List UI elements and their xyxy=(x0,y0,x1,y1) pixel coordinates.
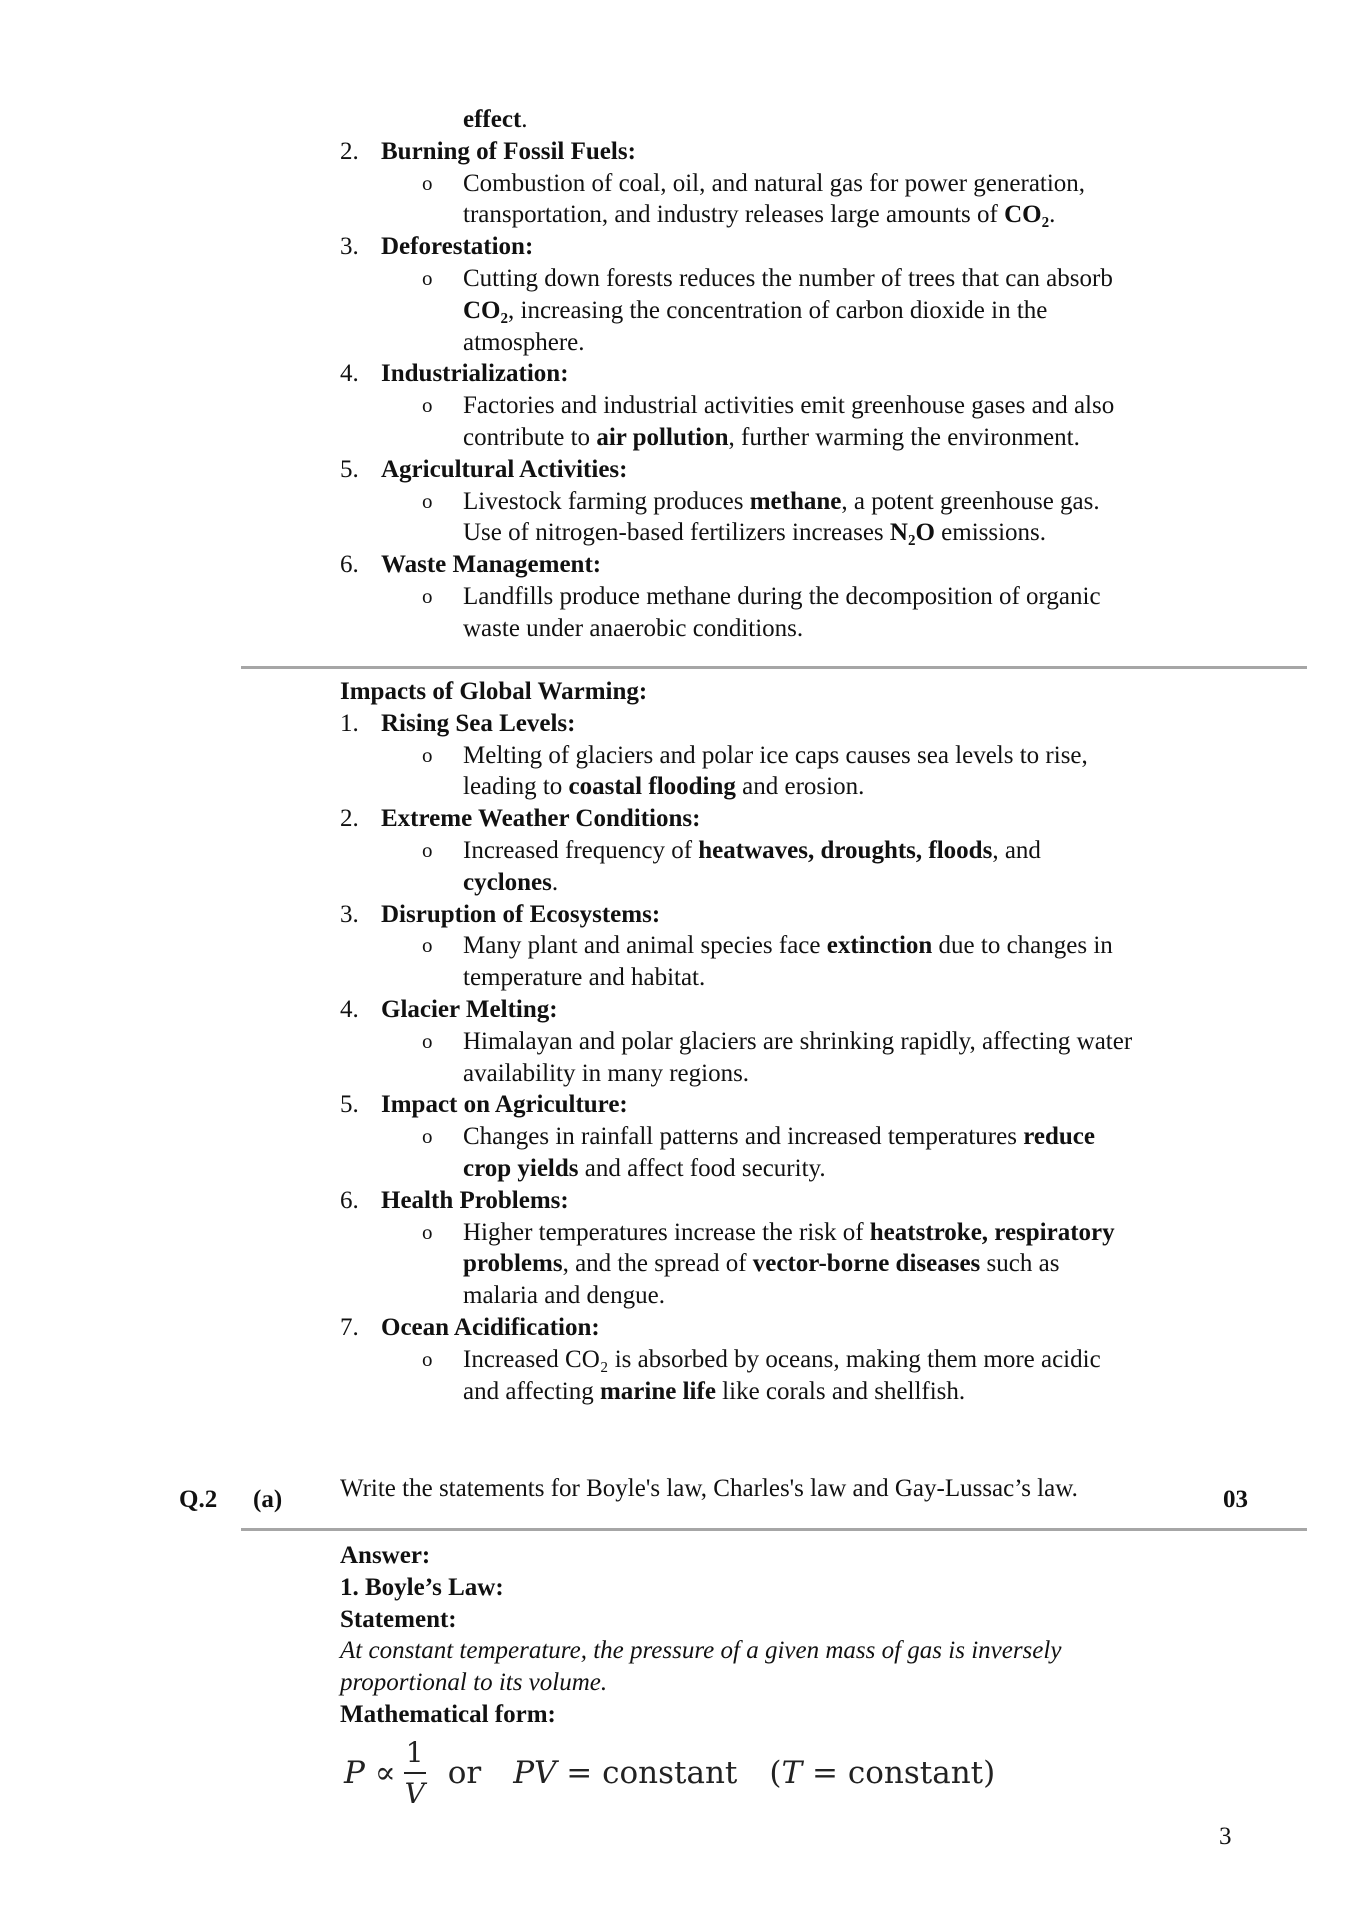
bullet-line xyxy=(0,581,1358,613)
bullet-text xyxy=(463,1026,1132,1058)
text-segment: like corals and shellfish. xyxy=(715,1377,966,1405)
statement-line: At constant temperature, the pressure of a given mass of gas is inversely xyxy=(340,1637,1062,1665)
text-segment: Use of nitrogen-based fertilizers increases xyxy=(463,519,890,547)
bullet-line xyxy=(0,835,1358,867)
item-title: Waste Management: xyxy=(381,551,602,579)
text-segment: CO₂ xyxy=(463,296,508,324)
question-text: Write the statements for Boyle's law, Charles's law and Gay-Lussac’s law. xyxy=(340,1475,1078,1502)
bullet-line xyxy=(0,867,1358,899)
bullet-line xyxy=(0,1344,1358,1376)
causes-section xyxy=(0,104,1358,645)
text-segment: Melting of glaciers and polar ice caps causes sea levels to rise, xyxy=(463,741,1088,769)
list-item-header xyxy=(0,1312,1358,1344)
text-segment: marine life xyxy=(599,1377,716,1405)
bullet-icon: o xyxy=(422,1346,433,1371)
text-segment: air pollution xyxy=(596,423,729,451)
bullet-text xyxy=(463,486,1100,518)
bullet-icon: o xyxy=(422,1219,433,1244)
text-segment: effect xyxy=(463,106,522,133)
item-number: 1. xyxy=(340,709,359,737)
formula-fraction xyxy=(404,1736,426,1810)
text-segment: and affect food security. xyxy=(578,1154,826,1182)
bullet-icon: o xyxy=(422,1124,433,1149)
text-segment: heatwaves, droughts, floods xyxy=(698,836,993,864)
item-title: Health Problems: xyxy=(381,1186,569,1214)
bullet-text xyxy=(463,867,558,899)
bullet-icon: o xyxy=(422,933,433,958)
formula-pv: PV xyxy=(513,1755,557,1791)
bullet-text xyxy=(463,263,1113,295)
bullet-line xyxy=(0,422,1358,454)
text-segment: Changes in rainfall patterns and increased temperatures xyxy=(463,1123,1024,1151)
bullet-text xyxy=(463,962,705,994)
bullet-line xyxy=(0,517,1358,549)
math-label: Mathematical form: xyxy=(340,1700,556,1728)
fraction-denominator: V xyxy=(404,1777,425,1810)
list-item-header xyxy=(0,994,1358,1026)
text-segment: coastal flooding xyxy=(568,773,736,801)
bullet-icon: o xyxy=(422,265,433,290)
text-segment: Increased frequency of xyxy=(463,836,699,864)
item-number: 7. xyxy=(340,1313,359,1341)
bullet-line xyxy=(0,1153,1358,1185)
section-divider xyxy=(241,666,1307,669)
text-segment: and affecting xyxy=(463,1377,600,1405)
text-segment: reduce xyxy=(1023,1123,1095,1151)
question-marks: 03 xyxy=(1223,1486,1248,1513)
bullet-line xyxy=(0,1121,1358,1153)
bullet-line xyxy=(0,199,1358,231)
item-number: 5. xyxy=(340,1091,359,1119)
text-segment: . xyxy=(551,868,559,896)
item-title: Industrialization: xyxy=(381,360,569,388)
text-segment: leading to xyxy=(463,773,569,801)
list-item-header xyxy=(0,358,1358,390)
bullet-text xyxy=(463,771,864,803)
item-number: 3. xyxy=(340,900,359,928)
list-item-header xyxy=(0,1185,1358,1217)
bullet-line xyxy=(0,390,1358,422)
question-divider xyxy=(241,1528,1307,1531)
fraction-bar xyxy=(404,1772,426,1774)
item-title: Extreme Weather Conditions: xyxy=(381,805,701,833)
bullet-text xyxy=(463,422,1080,454)
text-segment: N₂O xyxy=(889,519,935,547)
item-number: 6. xyxy=(340,1186,359,1214)
text-segment: heatstroke, respiratory xyxy=(869,1218,1115,1246)
formula-cond-rest: = constant) xyxy=(802,1755,996,1791)
text-segment: contribute to xyxy=(463,423,597,451)
text-segment: extinction xyxy=(826,932,933,960)
bullet-text xyxy=(463,295,1047,327)
list-item-header xyxy=(0,708,1358,740)
impacts-list xyxy=(0,708,1358,1408)
bullet-icon: o xyxy=(422,488,433,513)
question-number: Q.2 xyxy=(179,1486,218,1513)
bullet-icon: o xyxy=(422,583,433,608)
page-number: 3 xyxy=(1219,1823,1232,1850)
impacts-heading: Impacts of Global Warming: xyxy=(340,678,648,705)
item-title: Agricultural Activities: xyxy=(381,455,628,483)
bullet-text xyxy=(463,835,1041,867)
bullet-text xyxy=(463,390,1114,422)
bullet-line xyxy=(0,1026,1358,1058)
text-segment: temperature and habitat. xyxy=(463,964,706,992)
text-segment: , further warming the environment. xyxy=(728,423,1080,451)
text-segment: problems xyxy=(463,1250,563,1278)
bullet-text xyxy=(463,1121,1095,1153)
bullet-text xyxy=(463,1248,1059,1280)
list-item-header xyxy=(0,803,1358,835)
text-segment: Landfills produce methane during the decomposition of organic xyxy=(463,582,1101,610)
bullet-line xyxy=(0,486,1358,518)
text-segment: cyclones xyxy=(463,868,552,896)
bullet-text xyxy=(463,1058,749,1090)
bullet-text xyxy=(463,1280,665,1312)
text-segment: . xyxy=(1049,201,1056,229)
text-segment: due to changes in xyxy=(932,932,1113,960)
bullet-text xyxy=(463,517,1046,549)
item-title: Deforestation: xyxy=(381,233,534,261)
text-segment: , and xyxy=(992,836,1041,864)
text-segment: . xyxy=(521,106,528,133)
bullet-text xyxy=(463,1376,965,1408)
text-segment: vector-borne diseases xyxy=(752,1250,981,1278)
text-segment: availability in many regions. xyxy=(463,1059,750,1087)
text-segment: waste under anaerobic conditions. xyxy=(463,614,804,642)
item-number: 5. xyxy=(340,455,359,483)
item-title: Ocean Acidification: xyxy=(381,1313,600,1341)
item-number: 2. xyxy=(340,805,359,833)
text-segment: Increased CO₂ is absorbed by oceans, making them more acidic xyxy=(463,1345,1101,1373)
fraction-numerator: 1 xyxy=(405,1736,424,1769)
list-item-header xyxy=(0,549,1358,581)
text-segment: , increasing the concentration of carbon dioxide in the xyxy=(508,296,1048,324)
item-number: 4. xyxy=(340,360,359,388)
text-segment: emissions. xyxy=(934,519,1047,547)
item-number: 2. xyxy=(340,137,359,165)
bullet-text xyxy=(463,1217,1115,1249)
impacts-section xyxy=(0,676,1358,1407)
bullet-text xyxy=(463,1153,826,1185)
bullet-text xyxy=(463,740,1088,772)
list-item-header xyxy=(0,136,1358,168)
law-title: 1. Boyle’s Law: xyxy=(340,1573,504,1601)
text-segment: Factories and industrial activities emit greenhouse gases and also xyxy=(463,392,1115,420)
formula-cond-open: ( xyxy=(769,1755,782,1791)
bullet-icon: o xyxy=(422,837,433,862)
list-item-header xyxy=(0,1089,1358,1121)
text-segment: crop yields xyxy=(463,1154,579,1182)
list-item-header xyxy=(0,899,1358,931)
text-segment: , and the spread of xyxy=(562,1250,753,1278)
bullet-icon: o xyxy=(422,742,433,767)
boyles-law-formula xyxy=(344,1733,995,1813)
bullet-icon: o xyxy=(422,170,433,195)
text-segment: Livestock farming produces xyxy=(463,487,750,515)
text-segment: such as xyxy=(980,1250,1060,1278)
bullet-line xyxy=(0,327,1358,359)
list-item-header xyxy=(0,231,1358,263)
causes-list xyxy=(0,136,1358,645)
answer-section xyxy=(0,1540,1358,1731)
text-segment: and erosion. xyxy=(735,773,865,801)
text-segment: malaria and dengue. xyxy=(463,1282,665,1310)
bullet-text xyxy=(463,613,803,645)
bullet-line xyxy=(0,740,1358,772)
item-title: Glacier Melting: xyxy=(381,995,558,1023)
text-segment: Himalayan and polar glaciers are shrinking rapidly, affecting water xyxy=(463,1027,1133,1055)
question-part: (a) xyxy=(253,1486,283,1513)
bullet-line xyxy=(0,1058,1358,1090)
bullet-line xyxy=(0,1217,1358,1249)
item-title: Impact on Agriculture: xyxy=(381,1091,628,1119)
bullet-line xyxy=(0,168,1358,200)
bullet-line xyxy=(0,1376,1358,1408)
item-number: 4. xyxy=(340,995,359,1023)
bullet-text xyxy=(463,199,1055,231)
text-segment: , a potent greenhouse gas. xyxy=(841,487,1100,515)
bullet-line xyxy=(0,1248,1358,1280)
text-segment: Cutting down forests reduces the number of trees that can absorb xyxy=(463,264,1113,292)
item-title: Burning of Fossil Fuels: xyxy=(381,137,636,165)
bullet-line xyxy=(0,295,1358,327)
bullet-icon: o xyxy=(422,1028,433,1053)
bullet-text xyxy=(463,1344,1101,1376)
statement-label: Statement: xyxy=(340,1605,457,1633)
bullet-text xyxy=(463,168,1085,200)
bullet-line xyxy=(0,263,1358,295)
item-number: 3. xyxy=(340,233,359,261)
text-segment: Many plant and animal species face xyxy=(463,932,827,960)
list-item-header xyxy=(0,454,1358,486)
formula-cond-t: T xyxy=(781,1755,803,1791)
text-segment: methane xyxy=(749,487,842,515)
formula-or: or xyxy=(447,1755,482,1791)
bullet-text xyxy=(463,581,1101,613)
text-segment: transportation, and industry releases large amounts of xyxy=(463,201,1005,229)
formula-lhs: P ∝ xyxy=(344,1755,396,1791)
text-segment: Combustion of coal, oil, and natural gas for power generation, xyxy=(463,169,1086,197)
continued-line xyxy=(0,104,1358,136)
text-segment: atmosphere. xyxy=(463,328,585,356)
item-title: Disruption of Ecosystems: xyxy=(381,900,661,928)
bullet-text xyxy=(463,930,1113,962)
item-number: 6. xyxy=(340,551,359,579)
bullet-line xyxy=(0,962,1358,994)
bullet-text xyxy=(463,327,584,359)
statement-line: proportional to its volume. xyxy=(340,1669,608,1697)
text-segment: Higher temperatures increase the risk of xyxy=(463,1218,870,1246)
item-title: Rising Sea Levels: xyxy=(381,709,576,737)
bullet-line xyxy=(0,771,1358,803)
bullet-icon: o xyxy=(422,393,433,418)
bullet-line xyxy=(0,930,1358,962)
bullet-line xyxy=(0,613,1358,645)
bullet-line xyxy=(0,1280,1358,1312)
formula-pv-rest: = constant xyxy=(556,1755,738,1791)
answer-label: Answer: xyxy=(340,1542,431,1569)
text-segment: CO₂ xyxy=(1004,201,1050,229)
